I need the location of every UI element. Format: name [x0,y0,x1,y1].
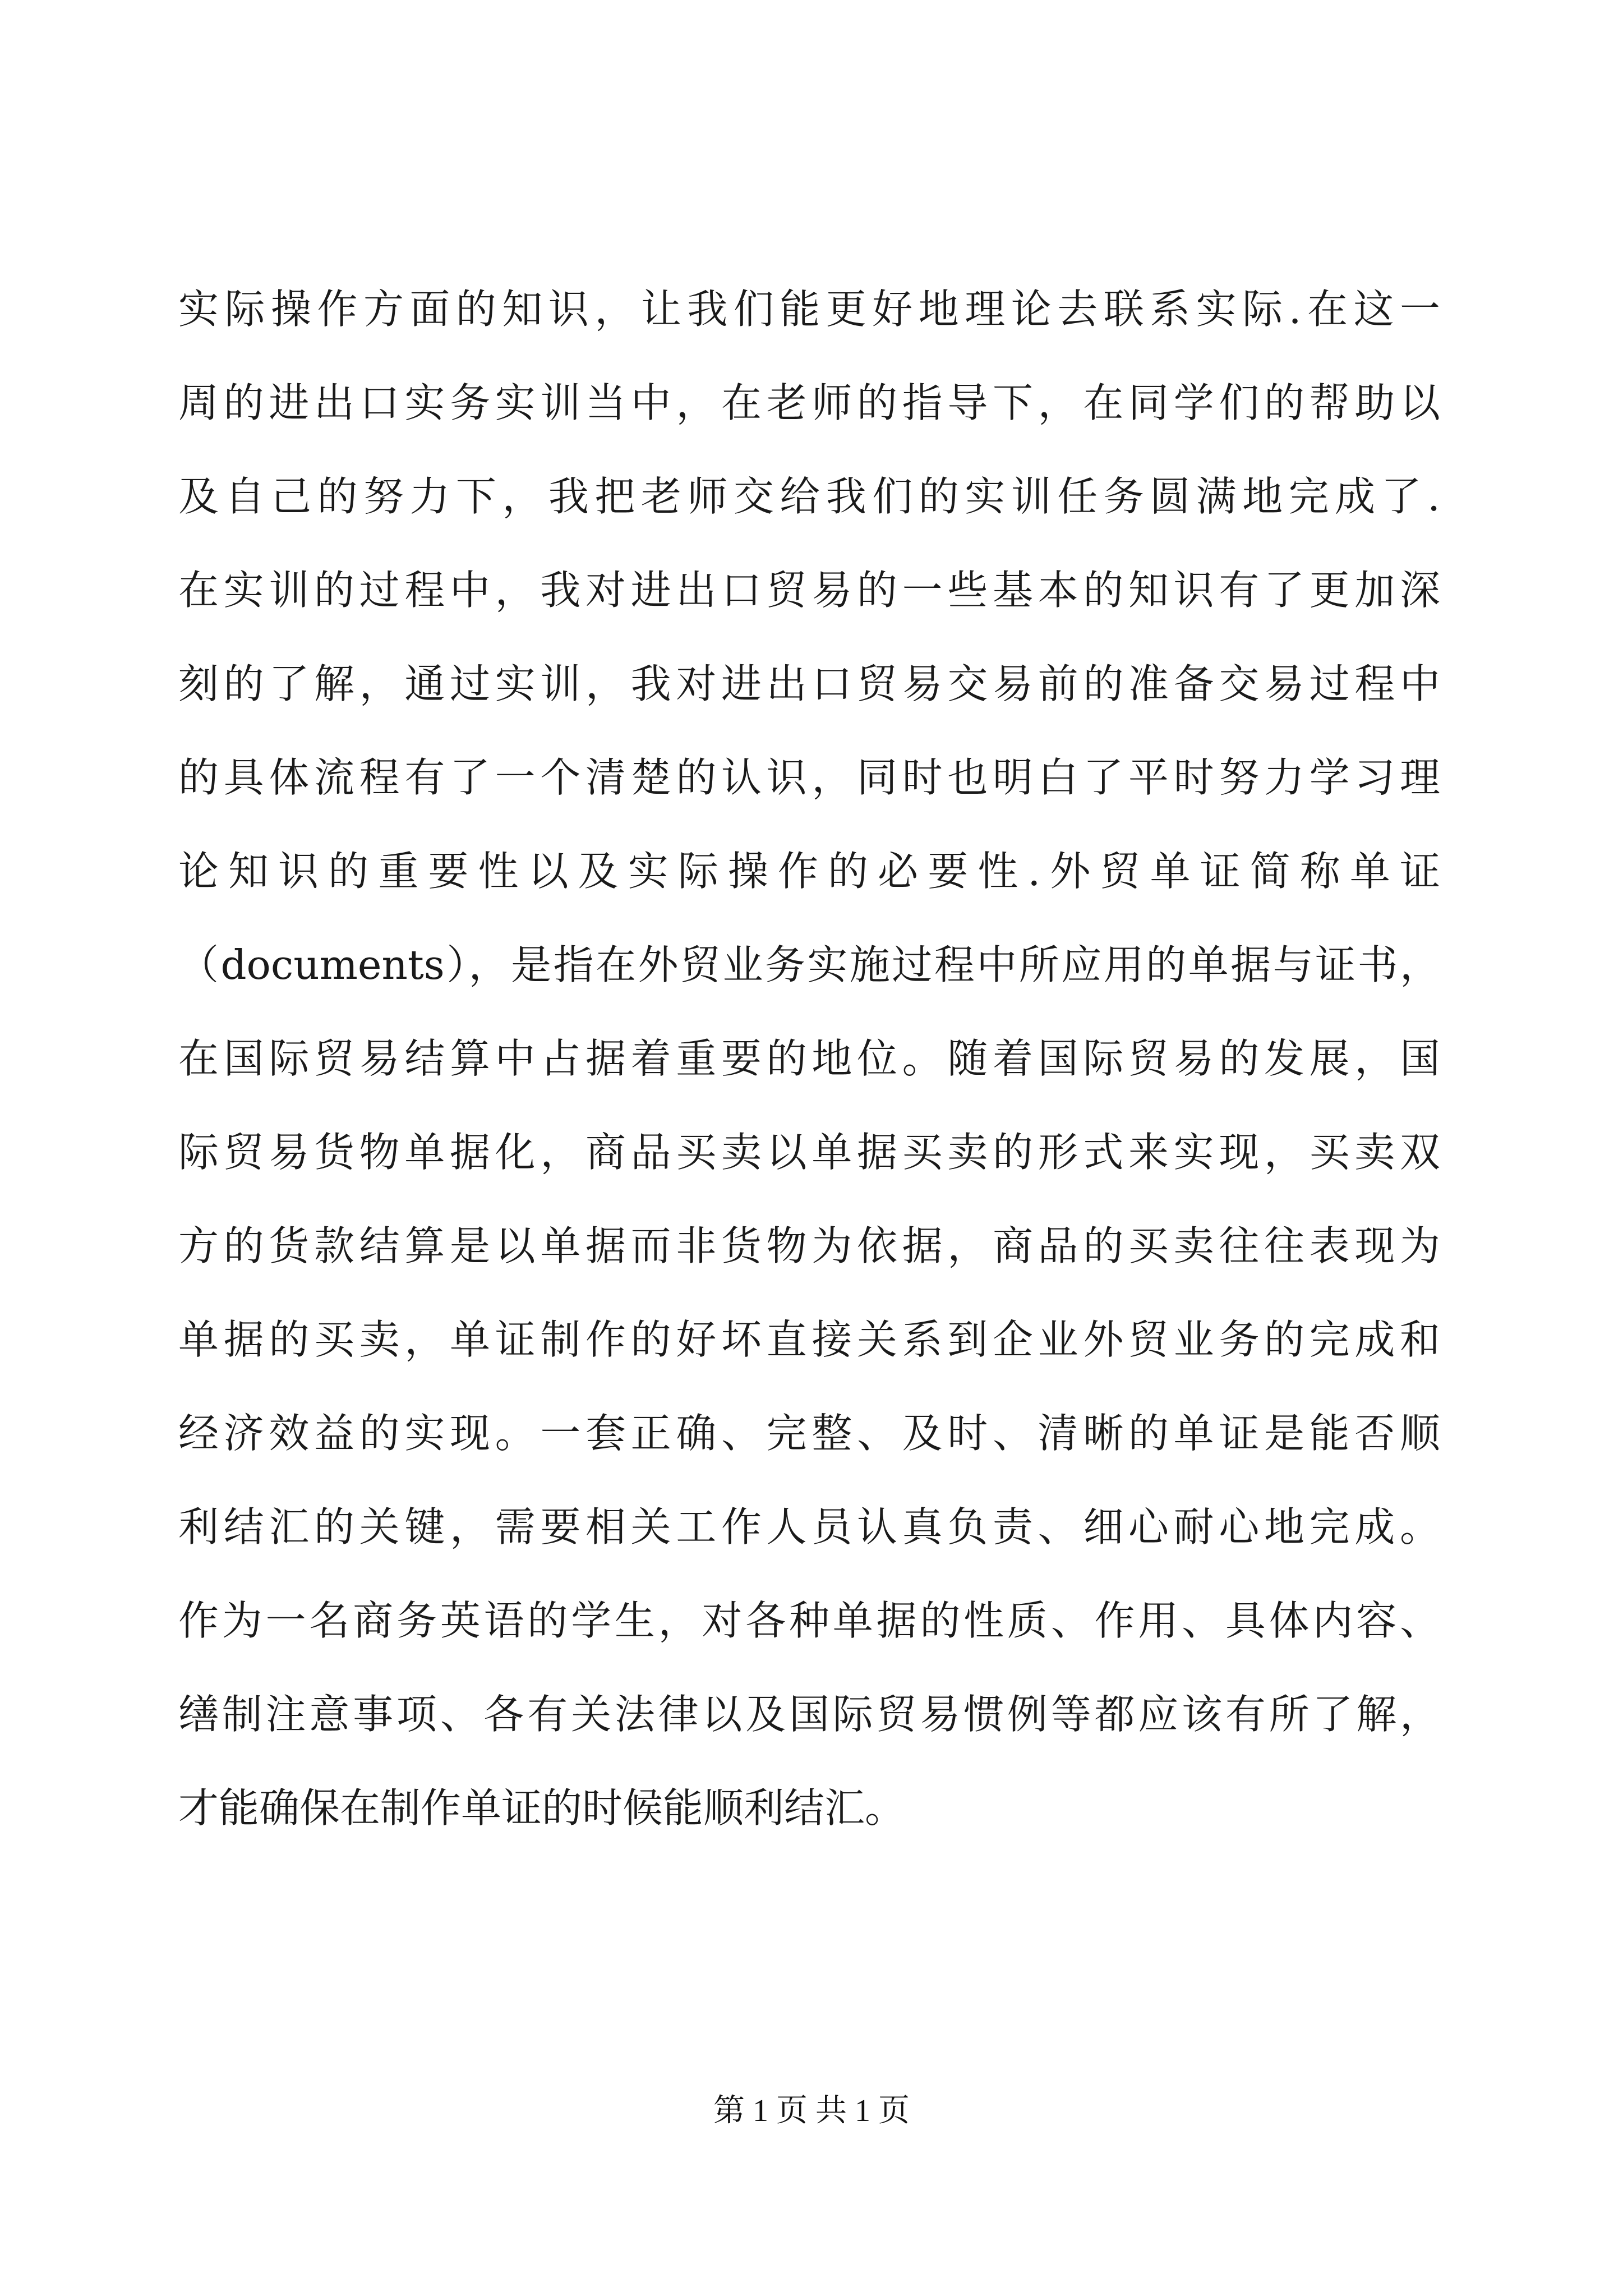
text-line: 单据的买卖，单证制作的好坏直接关系到企业外贸业务的完成和 [178,1316,1440,1363]
text-line: 周的进出口实务实训当中，在老师的指导下，在同学们的帮助以 [178,379,1440,426]
text-line: 在国际贸易结算中占据着重要的地位。随着国际贸易的发展，国 [178,1035,1440,1082]
text-line: 经济效益的实现。一套正确、完整、及时、清晰的单证是能否顺 [178,1410,1440,1457]
text-line: 缮制注意事项、各有关法律以及国际贸易惯例等都应该有所了解， [178,1691,1440,1738]
text-line: 及自己的努力下，我把老师交给我们的实训任务圆满地完成了. [178,473,1440,520]
text-line: 作为一名商务英语的学生，对各种单据的性质、作用、具体内容、 [178,1597,1440,1644]
text-line: 利结汇的关键，需要相关工作人员认真负责、细心耐心地完成。 [178,1503,1440,1550]
text-line: 方的货款结算是以单据而非货物为依据，商品的买卖往往表现为 [178,1222,1440,1269]
page-footer [0,2091,1623,2131]
text-line: 刻的了解，通过实训，我对进出口贸易交易前的准备交易过程中 [178,660,1440,707]
text-line: 在实训的过程中，我对进出口贸易的一些基本的知识有了更加深 [178,567,1440,614]
text-line: 的具体流程有了一个清楚的认识，同时也明白了平时努力学习理 [178,754,1440,801]
text-line: 际贸易货物单据化，商品买卖以单据买卖的形式来实现，买卖双 [178,1129,1440,1176]
text-line: （documents），是指在外贸业务实施过程中所应用的单据与证书， [178,941,1440,988]
body-paragraph [178,263,1440,1855]
page-number-label: 第 1 页 共 1 页 [713,2093,910,2128]
text-line: 实际操作方面的知识，让我们能更好地理论去联系实际.在这一 [178,286,1440,333]
text-line: 才能确保在制作单证的时候能顺利结汇。 [178,1784,906,1832]
text-line: 论知识的重要性以及实际操作的必要性.外贸单证简称单证 [178,848,1440,895]
